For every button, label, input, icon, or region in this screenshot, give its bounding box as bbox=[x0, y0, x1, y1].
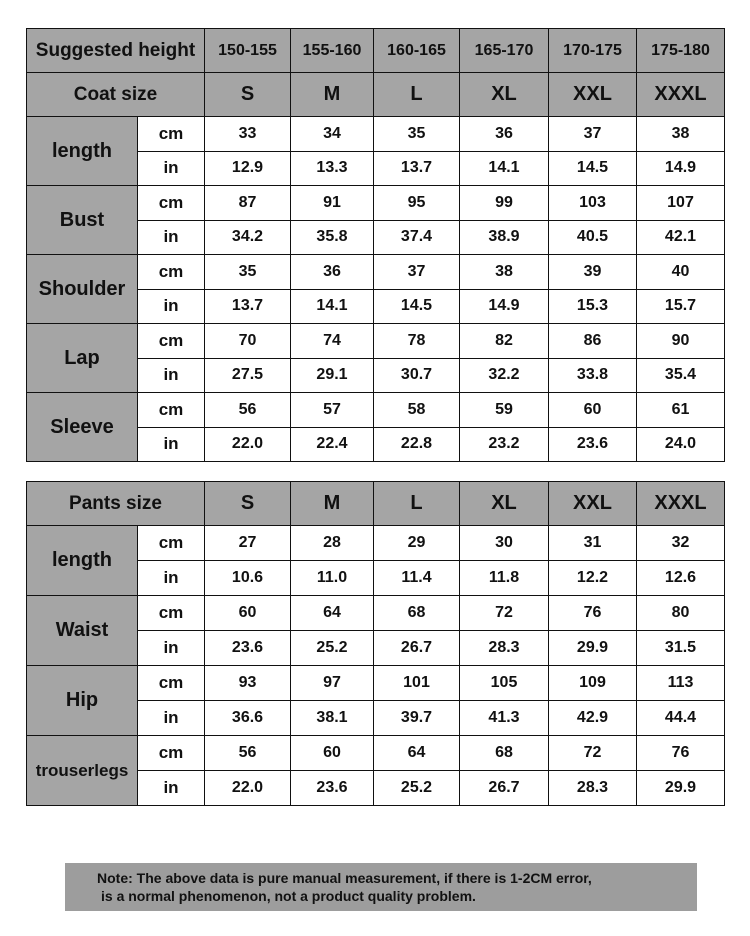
pants-size-label: Pants size bbox=[27, 482, 205, 526]
value-cell: 22.0 bbox=[205, 427, 291, 462]
value-cell: 37.4 bbox=[374, 220, 460, 255]
value-cell: 109 bbox=[549, 666, 637, 701]
value-cell: 76 bbox=[637, 736, 725, 771]
value-cell: 29 bbox=[374, 526, 460, 561]
suggested-height-row bbox=[27, 29, 725, 73]
measurement-label: Hip bbox=[27, 666, 138, 736]
size-header-cell: XXXL bbox=[637, 73, 725, 117]
value-cell: 22.8 bbox=[374, 427, 460, 462]
value-cell: 39 bbox=[549, 255, 637, 290]
height-range-cell: 165-170 bbox=[460, 29, 549, 73]
value-cell: 38 bbox=[460, 255, 549, 290]
value-cell: 34.2 bbox=[205, 220, 291, 255]
value-cell: 22.0 bbox=[205, 771, 291, 806]
height-range-cell: 155-160 bbox=[291, 29, 374, 73]
value-cell: 101 bbox=[374, 666, 460, 701]
value-cell: 24.0 bbox=[637, 427, 725, 462]
value-cell: 87 bbox=[205, 186, 291, 221]
value-cell: 15.3 bbox=[549, 289, 637, 324]
value-cell: 10.6 bbox=[205, 561, 291, 596]
value-cell: 56 bbox=[205, 393, 291, 428]
unit-label: cm bbox=[138, 596, 205, 631]
value-cell: 68 bbox=[460, 736, 549, 771]
value-cell: 25.2 bbox=[374, 771, 460, 806]
value-cell: 38 bbox=[637, 117, 725, 152]
value-cell: 82 bbox=[460, 324, 549, 359]
measurement-row bbox=[27, 526, 725, 561]
measurement-row bbox=[27, 666, 725, 701]
unit-label: cm bbox=[138, 526, 205, 561]
measurement-label: Shoulder bbox=[27, 255, 138, 324]
unit-label: in bbox=[138, 701, 205, 736]
value-cell: 80 bbox=[637, 596, 725, 631]
value-cell: 70 bbox=[205, 324, 291, 359]
measurement-row bbox=[27, 393, 725, 428]
value-cell: 91 bbox=[291, 186, 374, 221]
height-range-cell: 175-180 bbox=[637, 29, 725, 73]
measurement-row bbox=[27, 324, 725, 359]
value-cell: 57 bbox=[291, 393, 374, 428]
value-cell: 35 bbox=[374, 117, 460, 152]
size-header-cell: XL bbox=[460, 482, 549, 526]
value-cell: 28.3 bbox=[549, 771, 637, 806]
value-cell: 42.1 bbox=[637, 220, 725, 255]
value-cell: 40.5 bbox=[549, 220, 637, 255]
value-cell: 56 bbox=[205, 736, 291, 771]
value-cell: 11.4 bbox=[374, 561, 460, 596]
size-header-cell: S bbox=[205, 73, 291, 117]
value-cell: 41.3 bbox=[460, 701, 549, 736]
value-cell: 32.2 bbox=[460, 358, 549, 393]
unit-label: in bbox=[138, 220, 205, 255]
value-cell: 35.4 bbox=[637, 358, 725, 393]
size-header-cell: XXXL bbox=[637, 482, 725, 526]
value-cell: 99 bbox=[460, 186, 549, 221]
unit-label: cm bbox=[138, 736, 205, 771]
value-cell: 113 bbox=[637, 666, 725, 701]
value-cell: 38.9 bbox=[460, 220, 549, 255]
value-cell: 22.4 bbox=[291, 427, 374, 462]
value-cell: 97 bbox=[291, 666, 374, 701]
value-cell: 107 bbox=[637, 186, 725, 221]
measurement-label: length bbox=[27, 526, 138, 596]
value-cell: 29.9 bbox=[637, 771, 725, 806]
value-cell: 13.7 bbox=[205, 289, 291, 324]
suggested-height-label: Suggested height bbox=[27, 29, 205, 73]
value-cell: 26.7 bbox=[460, 771, 549, 806]
unit-label: in bbox=[138, 771, 205, 806]
value-cell: 44.4 bbox=[637, 701, 725, 736]
value-cell: 23.2 bbox=[460, 427, 549, 462]
unit-label: cm bbox=[138, 324, 205, 359]
value-cell: 33 bbox=[205, 117, 291, 152]
value-cell: 37 bbox=[374, 255, 460, 290]
value-cell: 30.7 bbox=[374, 358, 460, 393]
unit-label: in bbox=[138, 561, 205, 596]
unit-label: cm bbox=[138, 666, 205, 701]
measurement-row bbox=[27, 736, 725, 771]
coat-size-label: Coat size bbox=[27, 73, 205, 117]
size-header-cell: XXL bbox=[549, 73, 637, 117]
value-cell: 39.7 bbox=[374, 701, 460, 736]
value-cell: 13.7 bbox=[374, 151, 460, 186]
value-cell: 23.6 bbox=[291, 771, 374, 806]
value-cell: 14.5 bbox=[549, 151, 637, 186]
value-cell: 72 bbox=[549, 736, 637, 771]
value-cell: 27.5 bbox=[205, 358, 291, 393]
value-cell: 23.6 bbox=[205, 631, 291, 666]
note-line-2: is a normal phenomenon, not a product quality problem. bbox=[101, 888, 476, 904]
pants-size-row bbox=[27, 482, 725, 526]
value-cell: 64 bbox=[291, 596, 374, 631]
value-cell: 95 bbox=[374, 186, 460, 221]
value-cell: 76 bbox=[549, 596, 637, 631]
coat-size-table bbox=[26, 28, 725, 462]
value-cell: 90 bbox=[637, 324, 725, 359]
value-cell: 31 bbox=[549, 526, 637, 561]
value-cell: 36 bbox=[291, 255, 374, 290]
value-cell: 32 bbox=[637, 526, 725, 561]
value-cell: 30 bbox=[460, 526, 549, 561]
unit-label: in bbox=[138, 631, 205, 666]
value-cell: 14.9 bbox=[460, 289, 549, 324]
size-header-cell: M bbox=[291, 482, 374, 526]
note-line-1: Note: The above data is pure manual measurement, if there is 1-2CM error, bbox=[97, 870, 592, 886]
measurement-label: Bust bbox=[27, 186, 138, 255]
value-cell: 59 bbox=[460, 393, 549, 428]
value-cell: 103 bbox=[549, 186, 637, 221]
measurement-row bbox=[27, 186, 725, 221]
size-header-cell: XL bbox=[460, 73, 549, 117]
value-cell: 26.7 bbox=[374, 631, 460, 666]
value-cell: 15.7 bbox=[637, 289, 725, 324]
measurement-label: trouserlegs bbox=[27, 736, 138, 806]
value-cell: 93 bbox=[205, 666, 291, 701]
value-cell: 72 bbox=[460, 596, 549, 631]
value-cell: 36.6 bbox=[205, 701, 291, 736]
value-cell: 86 bbox=[549, 324, 637, 359]
size-header-cell: L bbox=[374, 73, 460, 117]
value-cell: 25.2 bbox=[291, 631, 374, 666]
size-header-cell: XXL bbox=[549, 482, 637, 526]
value-cell: 31.5 bbox=[637, 631, 725, 666]
value-cell: 12.9 bbox=[205, 151, 291, 186]
unit-label: in bbox=[138, 427, 205, 462]
value-cell: 11.0 bbox=[291, 561, 374, 596]
value-cell: 60 bbox=[549, 393, 637, 428]
coat-size-row bbox=[27, 73, 725, 117]
value-cell: 12.6 bbox=[637, 561, 725, 596]
value-cell: 35 bbox=[205, 255, 291, 290]
value-cell: 36 bbox=[460, 117, 549, 152]
measurement-row bbox=[27, 117, 725, 152]
unit-label: cm bbox=[138, 393, 205, 428]
value-cell: 28.3 bbox=[460, 631, 549, 666]
measurement-row bbox=[27, 255, 725, 290]
value-cell: 68 bbox=[374, 596, 460, 631]
value-cell: 61 bbox=[637, 393, 725, 428]
value-cell: 14.5 bbox=[374, 289, 460, 324]
unit-label: in bbox=[138, 151, 205, 186]
value-cell: 11.8 bbox=[460, 561, 549, 596]
value-cell: 38.1 bbox=[291, 701, 374, 736]
value-cell: 35.8 bbox=[291, 220, 374, 255]
pants-size-table bbox=[26, 481, 725, 806]
value-cell: 29.1 bbox=[291, 358, 374, 393]
value-cell: 64 bbox=[374, 736, 460, 771]
value-cell: 60 bbox=[205, 596, 291, 631]
unit-label: in bbox=[138, 358, 205, 393]
value-cell: 14.1 bbox=[291, 289, 374, 324]
value-cell: 34 bbox=[291, 117, 374, 152]
value-cell: 58 bbox=[374, 393, 460, 428]
unit-label: in bbox=[138, 289, 205, 324]
height-range-cell: 160-165 bbox=[374, 29, 460, 73]
value-cell: 105 bbox=[460, 666, 549, 701]
measurement-label: length bbox=[27, 117, 138, 186]
measurement-label: Waist bbox=[27, 596, 138, 666]
height-range-cell: 150-155 bbox=[205, 29, 291, 73]
measurement-label: Sleeve bbox=[27, 393, 138, 462]
value-cell: 14.9 bbox=[637, 151, 725, 186]
measurement-note bbox=[65, 863, 697, 911]
value-cell: 12.2 bbox=[549, 561, 637, 596]
value-cell: 78 bbox=[374, 324, 460, 359]
value-cell: 42.9 bbox=[549, 701, 637, 736]
size-header-cell: S bbox=[205, 482, 291, 526]
value-cell: 33.8 bbox=[549, 358, 637, 393]
size-header-cell: L bbox=[374, 482, 460, 526]
value-cell: 60 bbox=[291, 736, 374, 771]
height-range-cell: 170-175 bbox=[549, 29, 637, 73]
value-cell: 23.6 bbox=[549, 427, 637, 462]
unit-label: cm bbox=[138, 117, 205, 152]
value-cell: 14.1 bbox=[460, 151, 549, 186]
value-cell: 29.9 bbox=[549, 631, 637, 666]
value-cell: 74 bbox=[291, 324, 374, 359]
value-cell: 40 bbox=[637, 255, 725, 290]
value-cell: 37 bbox=[549, 117, 637, 152]
value-cell: 28 bbox=[291, 526, 374, 561]
measurement-row bbox=[27, 596, 725, 631]
size-header-cell: M bbox=[291, 73, 374, 117]
value-cell: 13.3 bbox=[291, 151, 374, 186]
unit-label: cm bbox=[138, 255, 205, 290]
value-cell: 27 bbox=[205, 526, 291, 561]
unit-label: cm bbox=[138, 186, 205, 221]
measurement-label: Lap bbox=[27, 324, 138, 393]
